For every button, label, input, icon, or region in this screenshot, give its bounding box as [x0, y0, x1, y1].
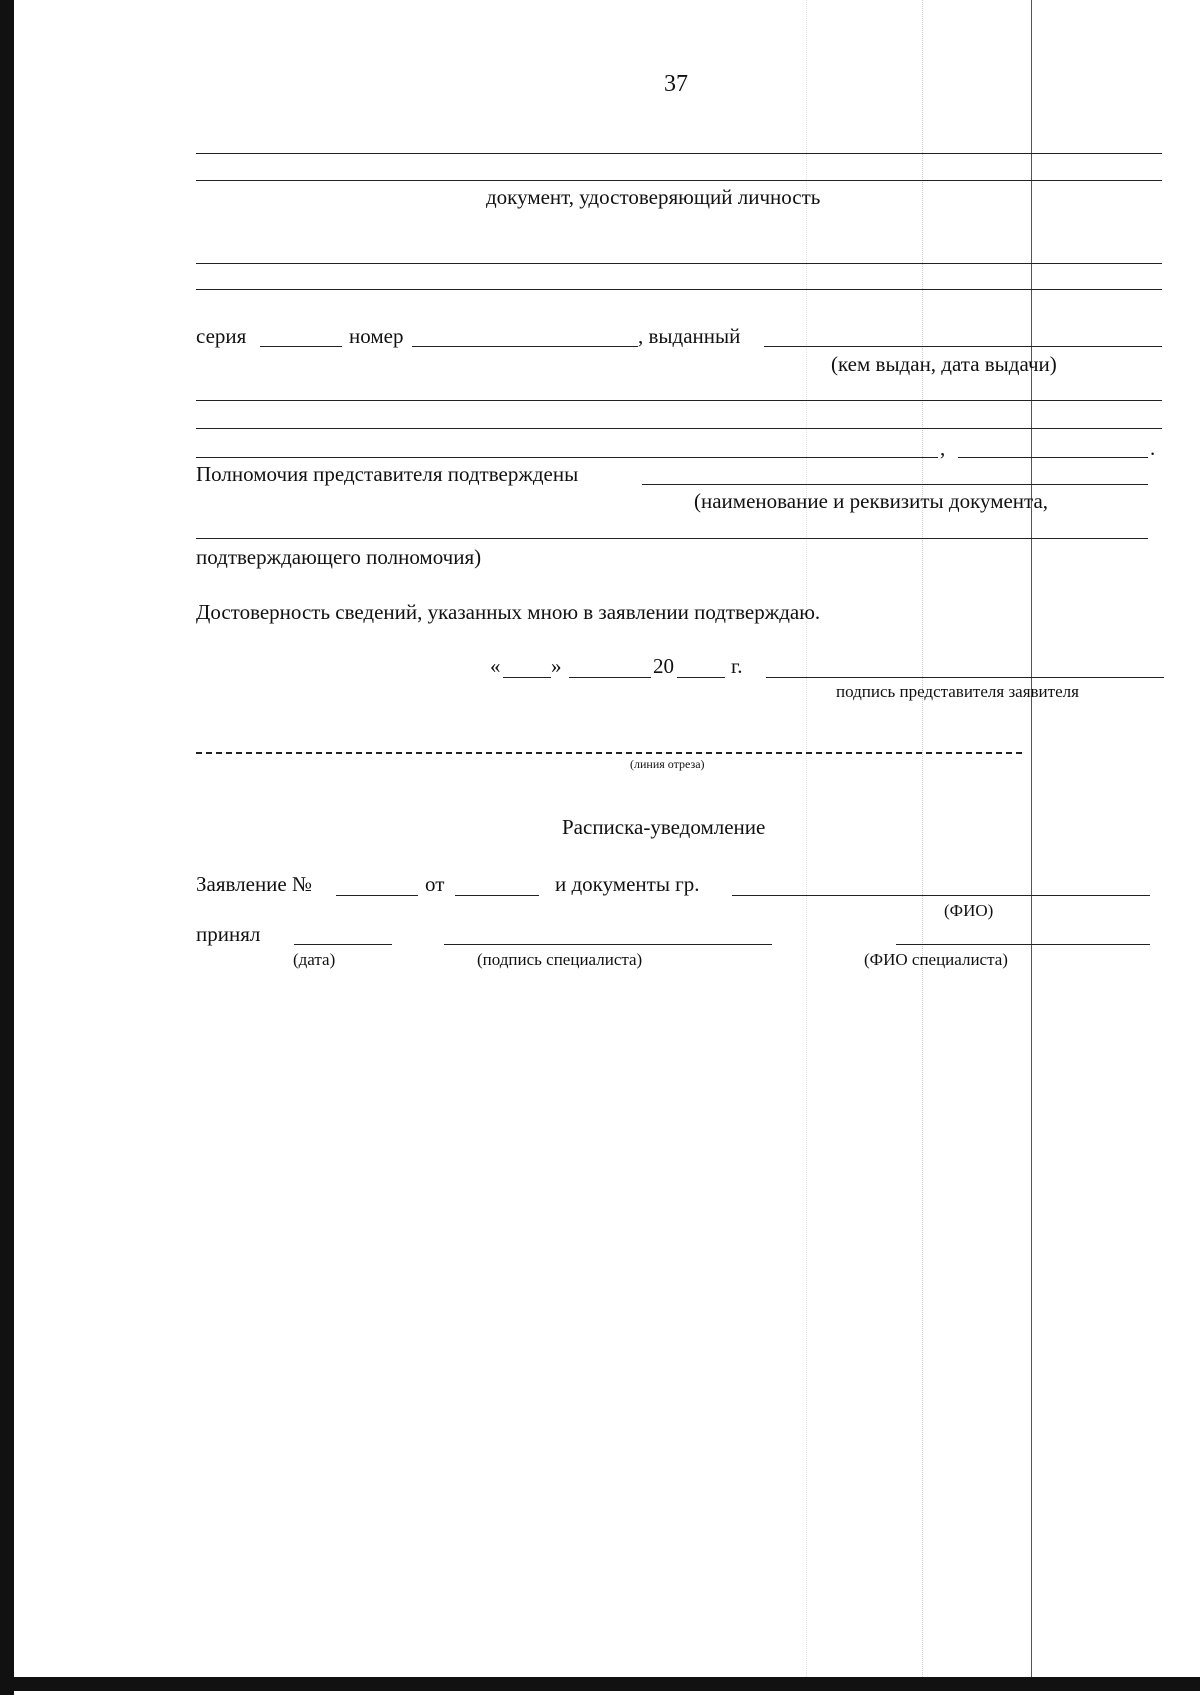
citizen-fio-field[interactable]	[732, 895, 1150, 896]
fill-line	[196, 428, 1162, 429]
fill-line	[196, 153, 1162, 154]
authority-caption: (наименование и реквизиты документа,	[694, 489, 1049, 513]
accepted-label: принял	[196, 922, 261, 946]
signature-field[interactable]	[766, 677, 1164, 678]
series-field[interactable]	[260, 346, 342, 347]
specialist-signature-caption: (подпись специалиста)	[477, 950, 643, 969]
application-date-field[interactable]	[455, 895, 539, 896]
cut-line	[196, 752, 1022, 754]
specialist-fio-field[interactable]	[896, 944, 1150, 945]
fill-line	[196, 457, 938, 458]
accepted-date-field[interactable]	[294, 944, 392, 945]
bottom-scan-border	[0, 1677, 1200, 1691]
accuracy-statement: Достоверность сведений, указанных мною в заявлении подтверждаю.	[196, 600, 821, 624]
number-field[interactable]	[412, 346, 638, 347]
fill-line-short	[958, 457, 1148, 458]
authority-doc-field[interactable]	[642, 484, 1148, 485]
authority-label: Полномочия представителя подтверждены	[196, 462, 579, 486]
date-year-suffix: г.	[731, 654, 743, 678]
cut-line-caption: (линия отреза)	[630, 757, 705, 771]
fill-line	[196, 263, 1162, 264]
fill-line	[196, 180, 1162, 181]
fold-line	[1031, 0, 1032, 1677]
receipt-title: Расписка-уведомление	[562, 815, 766, 839]
period-mark: .	[1150, 436, 1156, 460]
application-number-field[interactable]	[336, 895, 418, 896]
number-label: номер	[349, 324, 404, 348]
fill-line	[196, 289, 1162, 290]
date-open-quote: «	[490, 654, 501, 678]
issued-by-caption: (кем выдан, дата выдачи)	[831, 352, 1057, 376]
fill-line	[196, 400, 1162, 401]
identity-doc-caption: документ, удостоверяющий личность	[486, 185, 821, 209]
application-label: Заявление №	[196, 872, 313, 896]
fold-line-faint	[922, 0, 923, 1677]
page-number: 37	[664, 71, 688, 97]
series-label: серия	[196, 324, 247, 348]
fold-line-faint-2	[806, 0, 807, 1677]
date-day-field[interactable]	[503, 677, 551, 678]
issued-label: , выданный	[638, 324, 741, 348]
from-label: от	[425, 872, 445, 896]
date-month-field[interactable]	[569, 677, 651, 678]
issued-by-field[interactable]	[764, 346, 1162, 347]
authority-caption-cont: подтверждающего полномочия)	[196, 545, 482, 569]
comma-mark: ,	[940, 436, 946, 460]
documents-label: и документы гр.	[555, 872, 700, 896]
fill-line	[196, 538, 1148, 539]
date-close-quote: »	[551, 654, 562, 678]
date-caption: (дата)	[293, 950, 336, 969]
specialist-signature-field[interactable]	[444, 944, 772, 945]
signature-caption: подпись представителя заявителя	[836, 682, 1079, 701]
date-year-prefix: 20	[653, 654, 674, 678]
fio-caption: (ФИО)	[944, 901, 994, 920]
specialist-fio-caption: (ФИО специалиста)	[864, 950, 1008, 969]
date-year-field[interactable]	[677, 677, 725, 678]
left-scan-border	[0, 0, 14, 1695]
